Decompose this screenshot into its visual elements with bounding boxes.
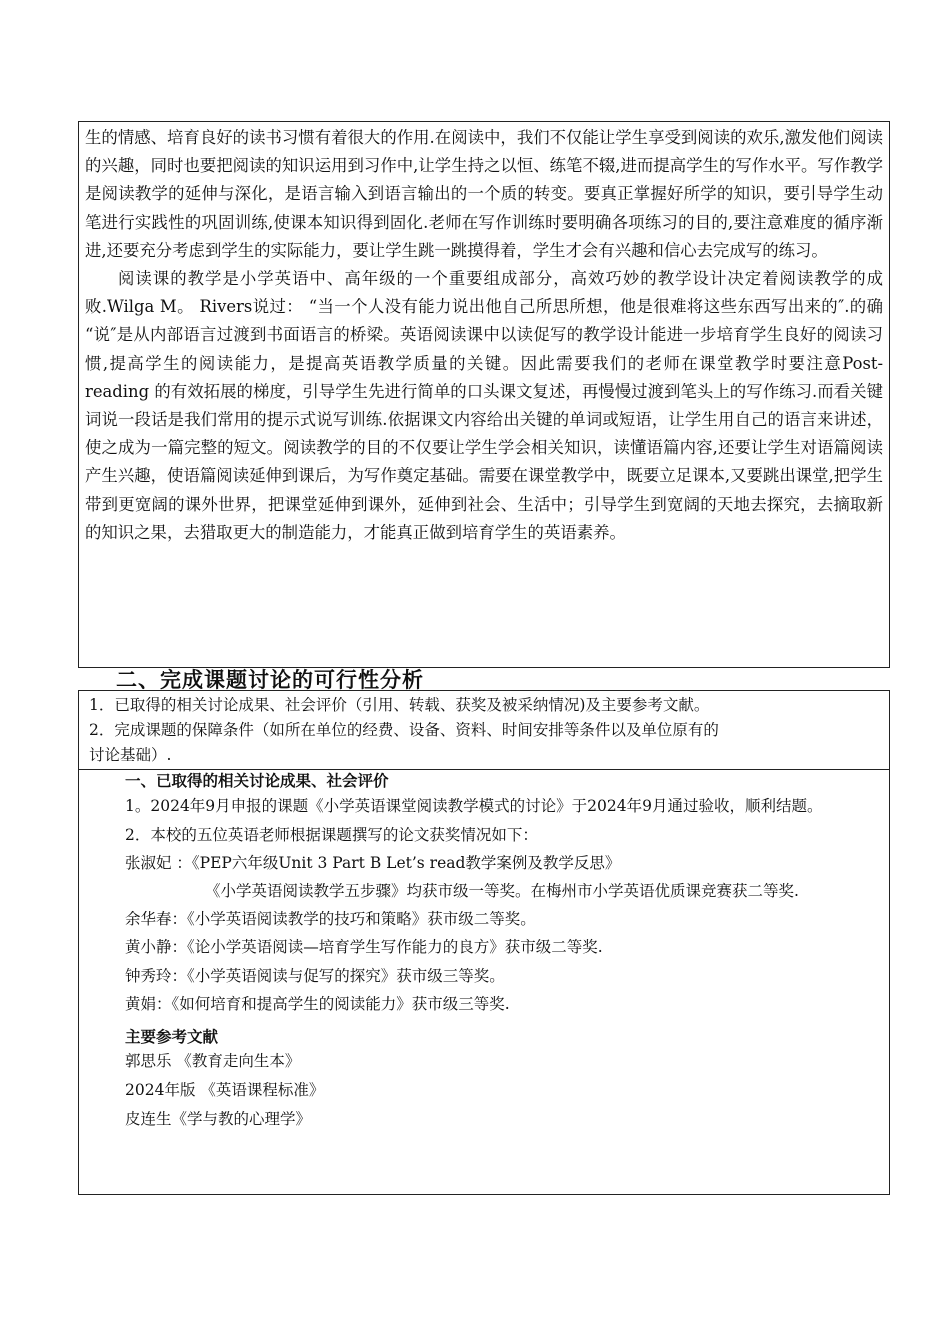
reference-2: 2024年版 《英语课程标准》 (125, 1080, 325, 1099)
section-heading: 二、完成课题讨论的可行性分析 (116, 668, 424, 692)
research-background-box (78, 121, 890, 668)
requirement-item-1: 1．已取得的相关讨论成果、社会评价（引用、转载、获奖及被采纳情况)及主要参考文献。 (89, 696, 710, 714)
references-title: 主要参考文献 (125, 1027, 219, 1046)
achievement-paragraph-2: 2．本校的五位英语老师根据课题撰写的论文获奖情况如下： (125, 825, 538, 844)
award-entry-1-continued: 《小学英语阅读教学五步骤》均获市级一等奖。在梅州市小学英语优质课竞赛获二等奖. (205, 881, 799, 900)
award-entry-1: 张淑妃 ：《PEP六年级Unit 3 Part B Let’s read教学案例及教学反思》 (125, 854, 621, 872)
achievement-paragraph-1: 1。2024年9月申报的课题《小学英语课堂阅读教学模式的讨论》于2024年9月通过验收，顺利结题。 (125, 797, 823, 815)
award-entry-4: 钟秀玲：《小学英语阅读与促写的探究》获市级三等奖。 (125, 966, 505, 985)
award-entry-3: 黄小静：《论小学英语阅读—培育学生写作能力的良方》获市级二等奖. (125, 938, 603, 956)
requirements-box (78, 690, 890, 770)
achievements-heading: 一、已取得的相关讨论成果、社会评价 (125, 772, 389, 790)
award-entry-2: 余华春：《小学英语阅读教学的技巧和策略》获市级二等奖。 (125, 909, 536, 928)
award-entry-5: 黄娟：《如何培育和提高学生的阅读能力》获市级三等奖. (125, 995, 510, 1013)
requirement-item-2: 2．完成课题的保障条件（如所在单位的经费、设备、资料、时间安排等条件以及单位原有的 (89, 721, 719, 739)
reference-1: 郭思乐 《教育走向生本》 (125, 1051, 301, 1070)
achievements-box (78, 769, 890, 1195)
requirement-item-2-continued: 讨论基础）. (89, 746, 172, 764)
background-paragraph-2: 阅读课的教学是小学英语中、高年级的一个重要组成部分，高效巧妙的教学设计决定着阅读教学的成败.Wilga M。 Rivers说过： “当一个人没有能力说出他自己所思所想，他是很难将这些东西写出来的″.的确 “说″是从内部语言过渡到书面语言的桥梁。英语阅读课中以读促写的教学设计能进一步培育学生良好的阅读习惯,提高学生的阅读能力，是提高英语教学质量的关键。因此需要我们的老师在课堂教学时要注意Post-reading 的有效拓展的梯度，引导学生先进行简单的口头课文复述，再慢慢过渡到笔头上的写作练习.而看关键词说一段话是我们常用的提示式说写训练.依据课文内容给出关键的单词或短语，让学生用自己的语言来讲述，使之成为一篇完整的短文。阅读教学的目的不仅要让学生学会相关知识，读懂语篇内容,还要让学生对语篇阅读产生兴趣，使语篇阅读延伸到课后，为写作奠定基础。需要在课堂教学中，既要立足课本,又要跳出课堂,把学生带到更宽阔的课外世界，把课堂延伸到课外，延伸到社会、生活中；引导学生到宽阔的天地去探究，去摘取新的知识之果，去猎取更大的制造能力，才能真正做到培育学生的英语素养。 (85, 269, 883, 542)
reference-3: 皮连生《学与教的心理学》 (125, 1109, 312, 1128)
background-paragraph-1: 生的情感、培育良好的读书习惯有着很大的作用.在阅读中，我们不仅能让学生享受到阅读的欢乐,激发他们阅读的兴趣，同时也要把阅读的知识运用到习作中,让学生持之以恒、练笔不辍,进而提高学生的写作水平。写作教学是阅读教学的延伸与深化，是语言输入到语言输出的一个质的转变。要真正掌握好所学的知识，要引导学生动笔进行实践性的巩固训练,使课本知识得到固化.老师在写作训练时要明确各项练习的目的,要注意难度的循序渐进,还要充分考虑到学生的实际能力，要让学生跳一跳摸得着，学生才会有兴趣和信心去完成写的练习。 (85, 128, 883, 260)
